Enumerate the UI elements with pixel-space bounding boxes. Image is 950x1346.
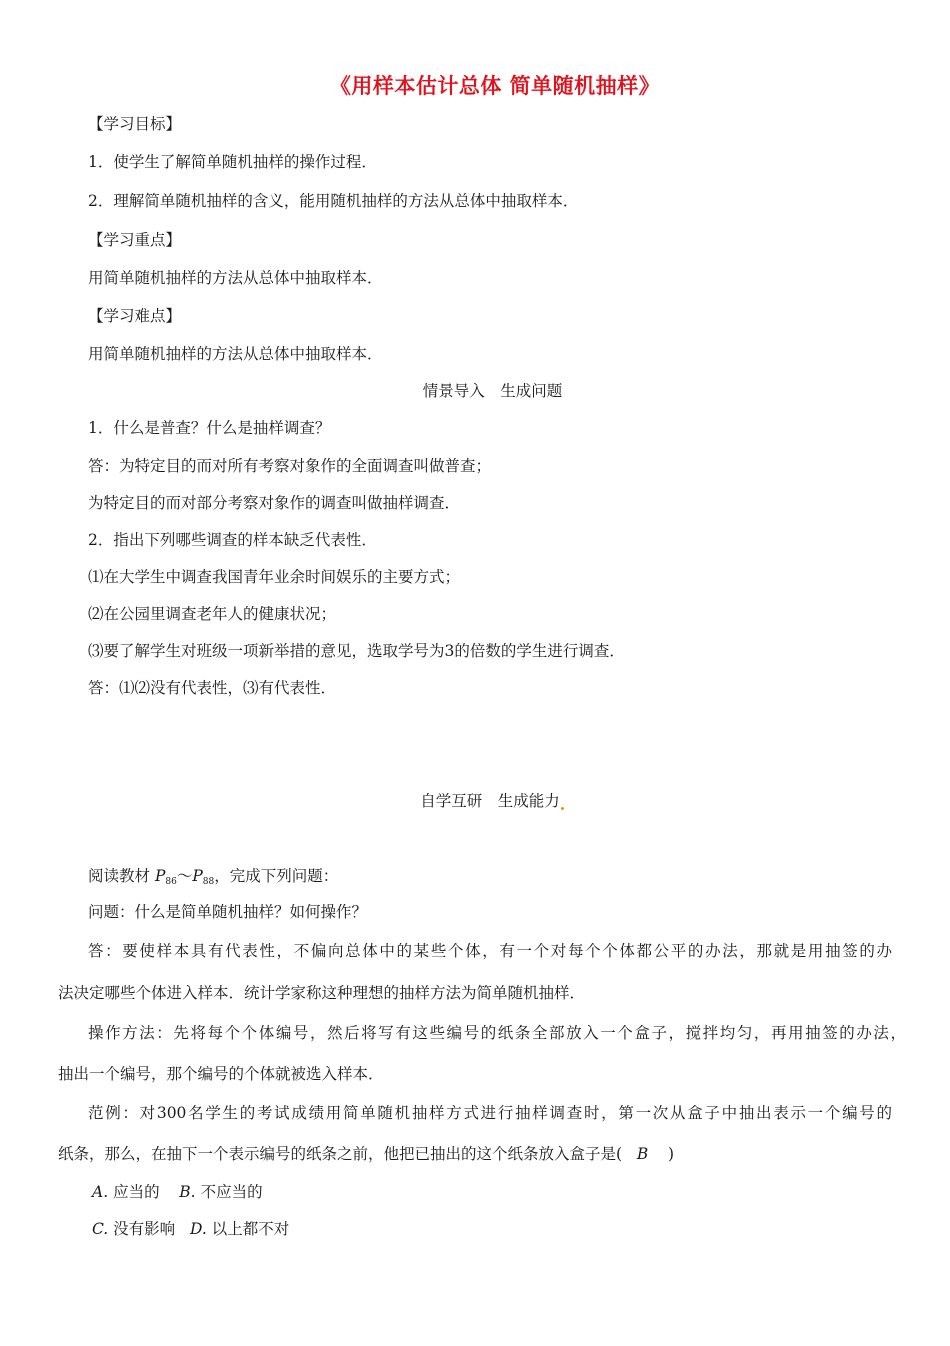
question-text: 问题：什么是简单随机抽样？如何操作？ — [88, 903, 368, 921]
method-line-2: 抽出一个编号，那个编号的个体就被选入样本． — [58, 1065, 384, 1083]
range-tilde: ～ — [176, 867, 193, 885]
example-question: 纸条，那么，在抽下一个表示编号的纸条之前，他把已抽出的这个纸条放入盒子是( — [58, 1145, 623, 1163]
answer-1-line-2: 为特定目的而对部分考察对象作的调查叫做抽样调查． — [88, 494, 461, 512]
option-b-letter: B. — [179, 1183, 196, 1201]
section2-heading-text: 自学互研 生成能力 — [420, 792, 560, 810]
key-points-heading: 【学习重点】 — [88, 231, 182, 249]
objectives-heading: 【学习目标】 — [88, 115, 182, 133]
difficulties-text: 用简单随机抽样的方法从总体中抽取样本． — [88, 345, 383, 363]
question-2: 2．指出下列哪些调查的样本缺乏代表性． — [88, 531, 377, 549]
answer-line-1: 答：要使样本具有代表性，不偏向总体中的某些个体，有一个对每个个体都公平的办法，那就是用抽签的办 — [88, 942, 892, 960]
question-2-item-3: ⑶要了解学生对班级一项新举措的意见，选取学号为3的倍数的学生进行调查． — [88, 642, 625, 660]
example-answer: B — [636, 1145, 649, 1163]
objective-item-1: 1．使学生了解简单随机抽样的操作过程． — [88, 153, 377, 171]
option-d-text: 以上都不对 — [211, 1220, 290, 1238]
option-b-text: 不应当的 — [200, 1183, 263, 1201]
reading-instruction — [88, 866, 338, 886]
option-d-letter: D. — [189, 1220, 207, 1238]
page-symbol: P — [192, 867, 203, 885]
example-close-paren: ) — [667, 1145, 675, 1163]
question-2-item-2: ⑵在公园里调查老年人的健康状况； — [88, 605, 337, 623]
options-row-2 — [92, 1219, 289, 1239]
ornament-dot-icon — [561, 807, 564, 810]
example-line-1: 范例：对300名学生的考试成绩用简单随机抽样方式进行抽样调查时，第一次从盒子中抽出表示一个编号的 — [88, 1104, 892, 1122]
example-line-2 — [58, 1144, 674, 1164]
method-line-1: 操作方法：先将每个个体编号，然后将写有这些编号的纸条全部放入一个盒子，搅拌均匀，再用抽签的办法， — [88, 1024, 906, 1042]
question-1: 1．什么是普查？什么是抽样调查？ — [88, 419, 331, 437]
answer-2: 答：⑴⑵没有代表性，⑶有代表性． — [88, 679, 337, 697]
answer-line-2: 法决定哪些个体进入样本．统计学家称这种理想的抽样方法为简单随机抽样． — [58, 984, 586, 1002]
option-c-text: 没有影响 — [113, 1220, 176, 1238]
reading-prefix: 阅读教材 — [88, 867, 155, 885]
section1-heading: 情景导入 生成问题 — [422, 382, 563, 400]
objective-item-2: 2．理解简单随机抽样的含义，能用随机抽样的方法从总体中抽取样本． — [88, 192, 579, 210]
page-symbol: P — [154, 867, 166, 885]
page-start: 86 — [165, 877, 177, 887]
page-end: 88 — [202, 877, 215, 887]
reading-suffix: ，完成下列问题： — [214, 867, 339, 885]
option-a-letter: A. — [92, 1183, 109, 1201]
answer-1-line-1: 答：为特定目的而对所有考察对象作的全面调查叫做普查； — [88, 457, 492, 475]
section2-heading — [0, 791, 950, 811]
document-title: 《用样本估计总体 简单随机抽样》 — [329, 74, 661, 98]
options-row-1 — [92, 1182, 263, 1202]
option-a-text: 应当的 — [113, 1183, 160, 1201]
option-c-letter: C. — [92, 1220, 109, 1238]
key-points-text: 用简单随机抽样的方法从总体中抽取样本． — [88, 269, 383, 287]
difficulties-heading: 【学习难点】 — [88, 307, 182, 325]
question-2-item-1: ⑴在大学生中调查我国青年业余时间娱乐的主要方式； — [88, 568, 461, 586]
